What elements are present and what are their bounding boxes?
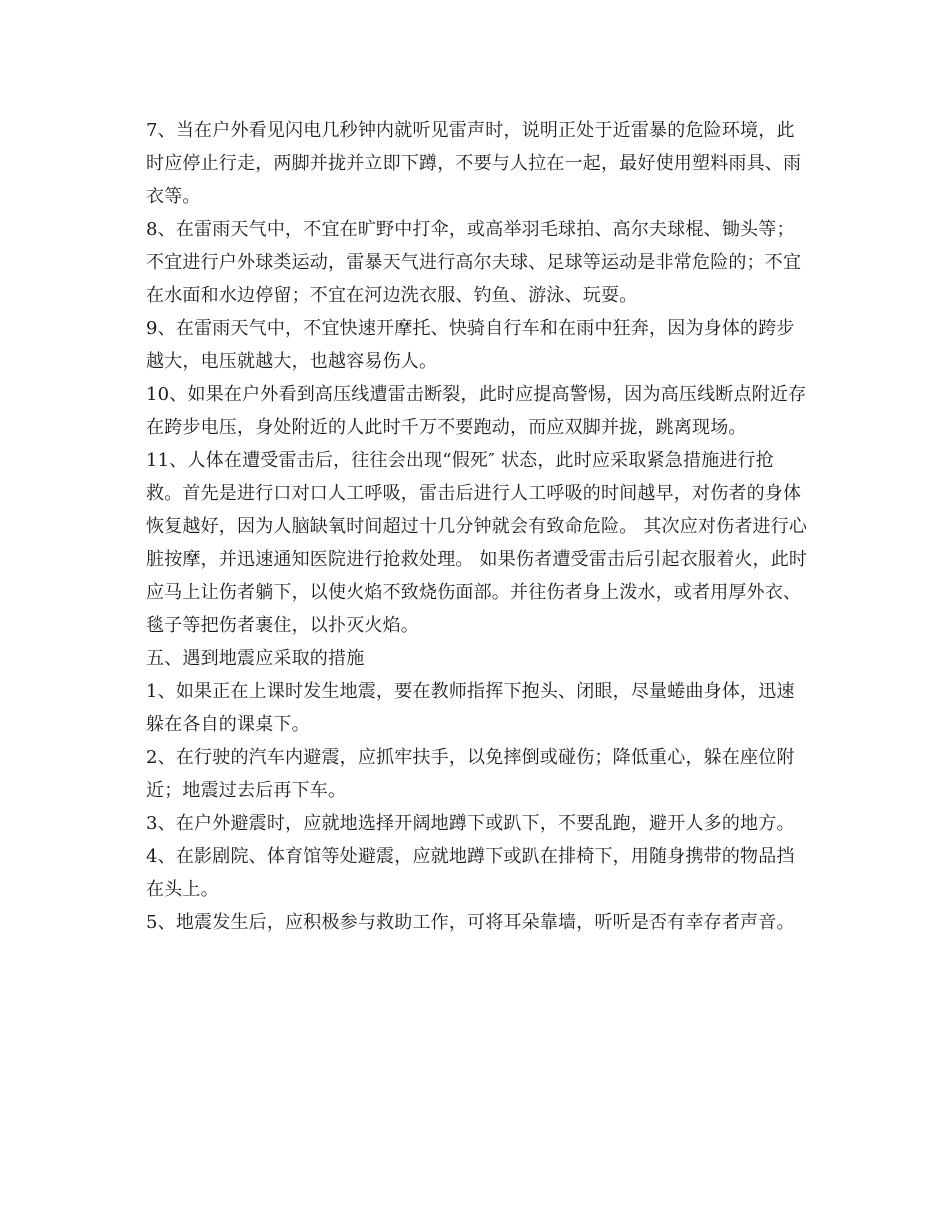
paragraph-lightning-9: 9、在雷雨天气中，不宜快速开摩托、快骑自行车和在雨中狂奔，因为身体的跨步越大，电压就越大，也越容易伤人。 (146, 318, 795, 372)
paragraph-earthquake-1: 1、如果正在上课时发生地震，要在教师指挥下抱头、闭眼，尽量蜷曲身体，迅速躲在各自的课桌下。 (146, 681, 795, 735)
paragraph-earthquake-3: 3、在户外避震时，应就地选择开阔地蹲下或趴下，不要乱跑，避开人多的地方。 (146, 813, 795, 834)
paragraph-lightning-11: 11、人体在遭受雷击后，往往会出现“假死″ 状态，此时应采取紧急措施进行抢救。首先是进行口对口人工呼吸，雷击后进行人工呼吸的时间越早，对伤者的身体恢复越好，因为人脑缺氧时间超过十几分钟就会有致命危险。 其次应对伤者进行心脏按摩，并迅速通知医院进行抢救处理。 如果伤者遭受雷击后引起衣服着火，此时应马上让伤者躺下，以使火焰不致烧伤面部。并往伤者身上泼水，或者用厚外衣、毯子等把伤者裹住，以扑灭火焰。 (146, 450, 808, 636)
paragraph-earthquake-2: 2、在行驶的汽车内避震，应抓牢扶手，以免摔倒或碰伤；降低重心，躲在座位附近；地震过去后再下车。 (146, 747, 795, 801)
paragraph-lightning-8: 8、在雷雨天气中，不宜在旷野中打伞，或高举羽毛球拍、高尔夫球棍、锄头等；不宜进行户外球类运动，雷暴天气进行高尔夫球、足球等运动是非常危险的；不宜在水面和水边停留；不宜在河边洗衣服、钓鱼、游泳、玩耍。 (146, 219, 802, 306)
paragraph-lightning-7: 7、当在户外看见闪电几秒钟内就听见雷声时，说明正处于近雷暴的危险环境，此时应停止行走，两脚并拢并立即下蹲，不要与人拉在一起，最好使用塑料雨具、雨衣等。 (146, 120, 802, 207)
paragraph-lightning-10: 10、如果在户外看到高压线遭雷击断裂，此时应提高警惕，因为高压线断点附近存在跨步电压，身处附近的人此时千万不要跑动，而应双脚并拢，跳离现场。 (146, 384, 807, 438)
paragraph-earthquake-4: 4、在影剧院、体育馆等处避震，应就地蹲下或趴在排椅下，用随身携带的物品挡在头上。 (146, 846, 795, 900)
section-heading-earthquake: 五、遇到地震应采取的措施 (146, 648, 365, 669)
document-body (146, 114, 808, 939)
paragraph-earthquake-5: 5、地震发生后，应积极参与救助工作，可将耳朵靠墙，听听是否有幸存者声音。 (146, 912, 795, 933)
